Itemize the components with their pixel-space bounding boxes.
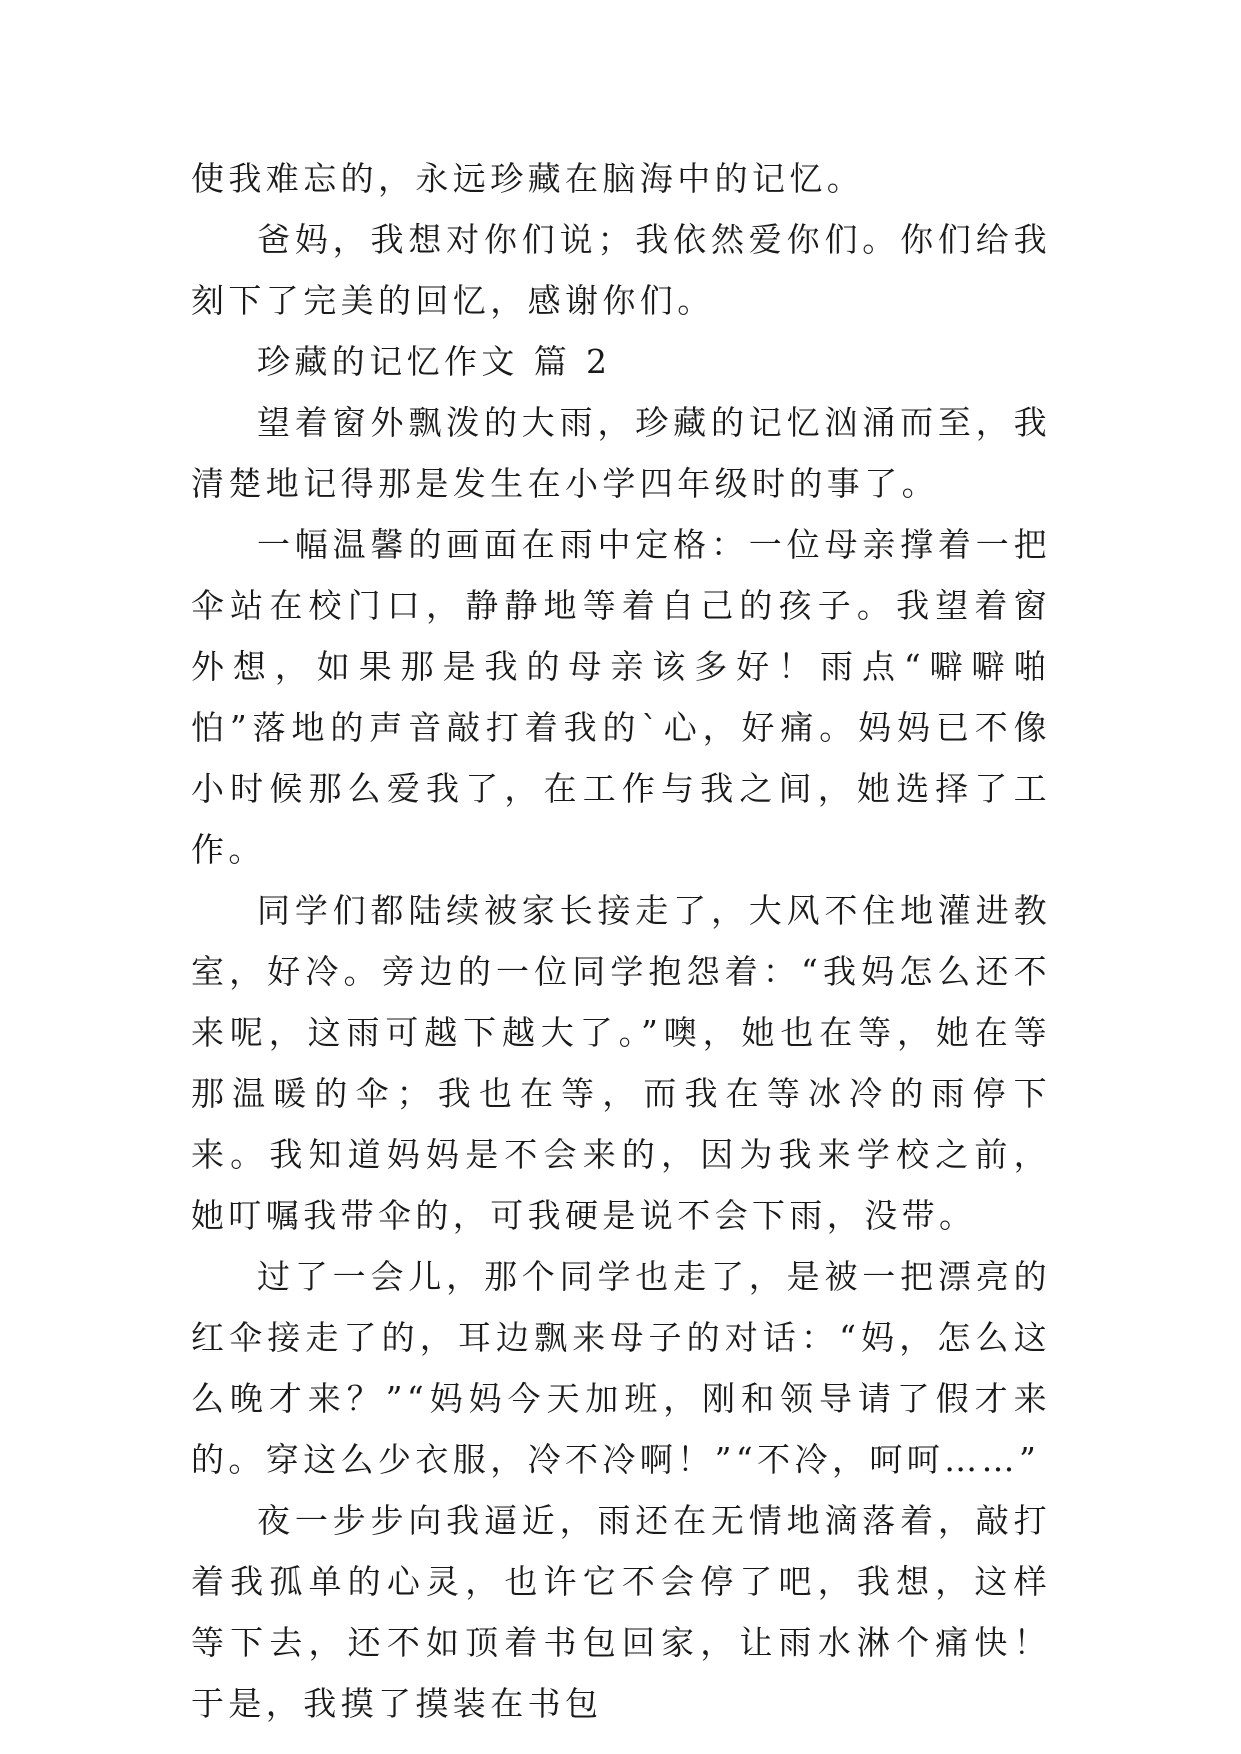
paragraph-rain-memory: 望着窗外飘泼的大雨，珍藏的记忆汹涌而至，我清楚地记得那是发生在小学四年级时的事了。: [191, 403, 1051, 503]
paragraph-classmates: 同学们都陆续被家长接走了，大风不住地灌进教室，好冷。旁边的一位同学抱怨着：“我妈怎么还不来呢，这雨可越下越大了。”噢，她也在等，她在等那温暖的伞；我也在等，而我在等冰冷的雨停下来。我知道妈妈是不会来的，因为我来学校之前，她叮嘱我带伞的，可我硬是说不会下雨，没带。: [191, 891, 1051, 1235]
essay-body: [191, 148, 1051, 1734]
essay-section-title: 珍藏的记忆作文 篇 2: [257, 342, 612, 381]
paragraph-parents: 爸妈，我想对你们说；我依然爱你们。你们给我刻下了完美的回忆，感谢你们。: [191, 220, 1051, 320]
paragraph-continuation: 使我难忘的，永远珍藏在脑海中的记忆。: [191, 159, 865, 198]
paragraph-warm-scene: 一幅温馨的画面在雨中定格：一位母亲撑着一把伞站在校门口，静静地等着自己的孩子。我望着窗外想，如果那是我的母亲该多好！雨点“噼噼啪怕”落地的声音敲打着我的`心，好痛。妈妈已不像小时候那么爱我了，在工作与我之间，她选择了工作。: [191, 525, 1051, 869]
paragraph-night: 夜一步步向我逼近，雨还在无情地滴落着，敲打着我孤单的心灵，也许它不会停了吧，我想，这样等下去，还不如顶着书包回家，让雨水淋个痛快！于是，我摸了摸装在书包: [191, 1501, 1051, 1723]
paragraph-red-umbrella: 过了一会儿，那个同学也走了，是被一把漂亮的红伞接走了的，耳边飘来母子的对话：“妈，怎么这么晚才来？”“妈妈今天加班，刚和领导请了假才来的。穿这么少衣服，冷不冷啊！”“不冷，呵呵……”: [191, 1257, 1051, 1479]
